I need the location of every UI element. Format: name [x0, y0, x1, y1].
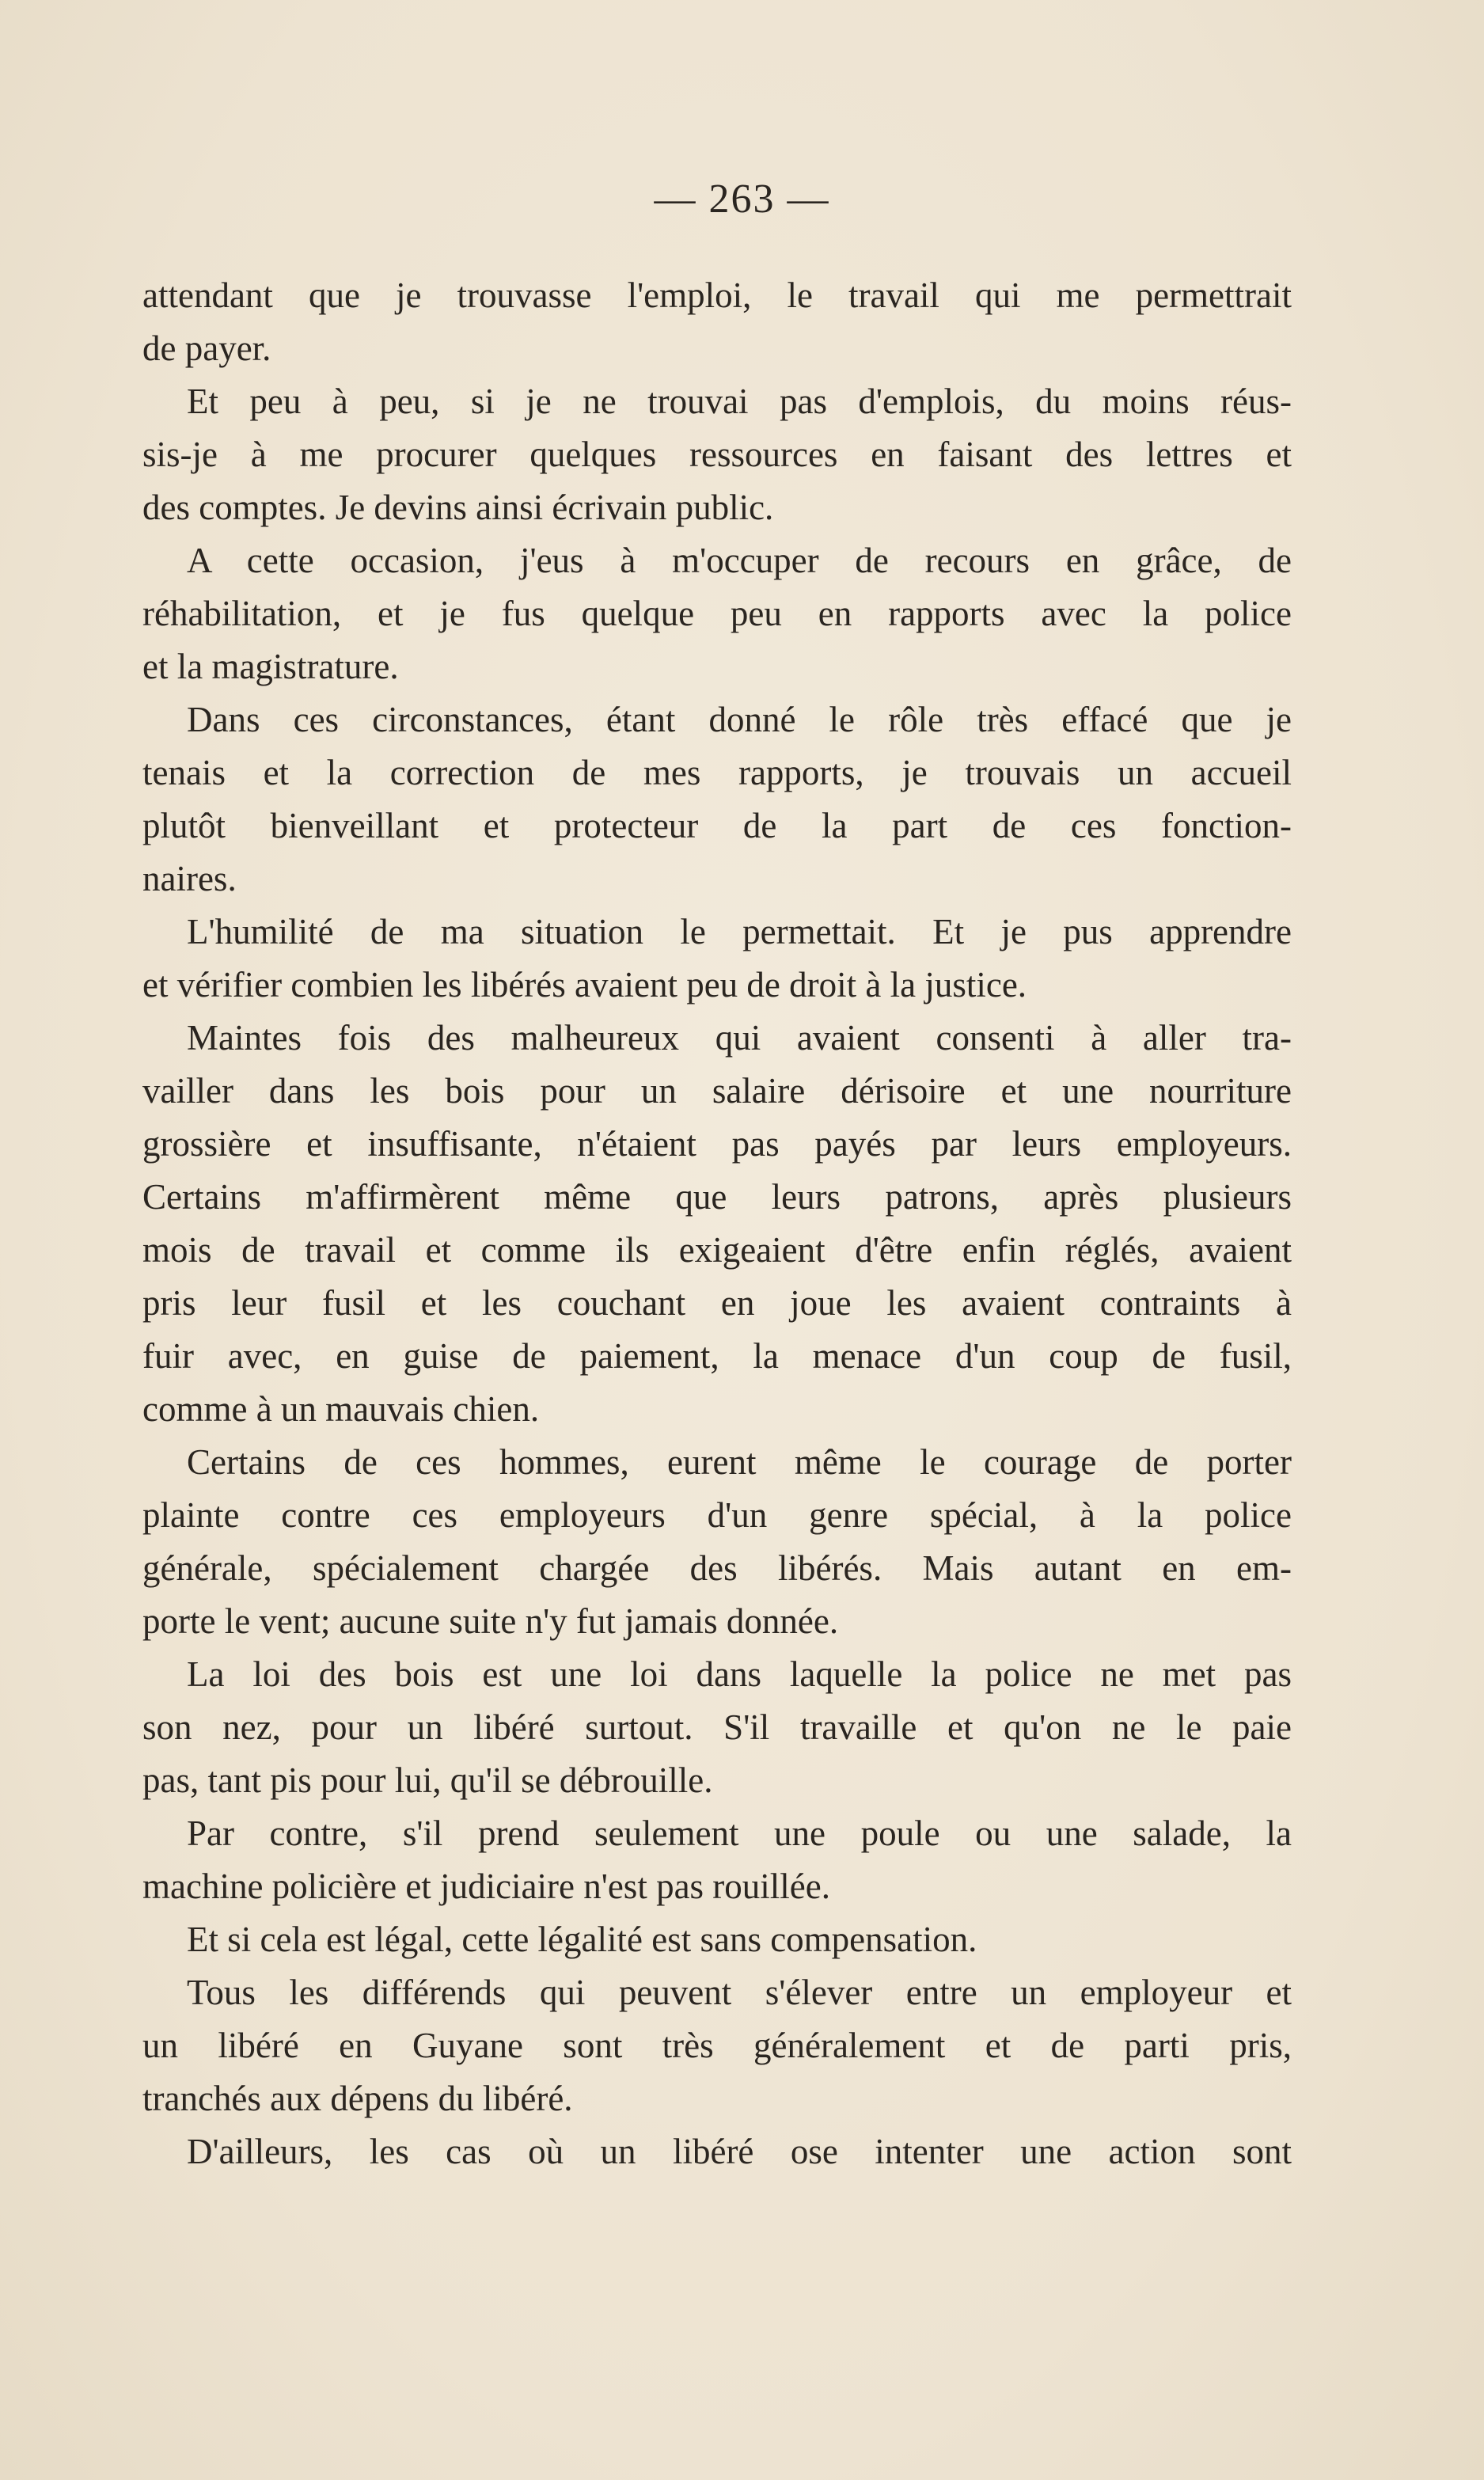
text-line: Tous les différends qui peuvent s'élever entre un employeur et	[187, 1973, 1292, 2012]
text-line: sis-je à me procurer quelques ressources en faisant des lettres et	[142, 435, 1292, 474]
paragraph	[142, 906, 1292, 1012]
text-line: Dans ces circonstances, étant donné le rôle très effacé que je	[187, 700, 1292, 739]
text-line: et la magistrature.	[142, 647, 399, 686]
text-line: grossière et insuffisante, n'étaient pas payés par leurs employeurs.	[142, 1124, 1292, 1164]
text-line: fuir avec, en guise de paiement, la menace d'un coup de fusil,	[142, 1336, 1292, 1376]
text-line: attendant que je trouvasse l'emploi, le travail qui me permettrait	[142, 275, 1292, 315]
paragraph	[142, 693, 1292, 906]
text-line: Et peu à peu, si je ne trouvai pas d'emplois, du moins réus-	[187, 382, 1292, 421]
text-line: Certains de ces hommes, eurent même le courage de porter	[187, 1442, 1292, 1482]
text-line: La loi des bois est une loi dans laquelle la police ne met pas	[187, 1654, 1292, 1694]
text-line: Maintes fois des malheureux qui avaient consenti à aller tra-	[187, 1018, 1292, 1058]
text-line: mois de travail et comme ils exigeaient d'être enfin réglés, avaient	[142, 1230, 1292, 1270]
text-line: L'humilité de ma situation le permettait. Et je pus apprendre	[187, 912, 1292, 951]
paragraph	[142, 1012, 1292, 1436]
text-line: comme à un mauvais chien.	[142, 1389, 540, 1429]
text-line: vailler dans les bois pour un salaire dérisoire et une nourriture	[142, 1071, 1292, 1111]
text-line: pas, tant pis pour lui, qu'il se débrouille.	[142, 1760, 713, 1800]
text-line: des comptes. Je devins ainsi écrivain public.	[142, 488, 774, 527]
paragraph	[142, 1436, 1292, 1648]
paragraph	[142, 1913, 1292, 1966]
text-line: et vérifier combien les libérés avaient peu de droit à la justice.	[142, 965, 1027, 1005]
text-line: porte le vent; aucune suite n'y fut jamais donnée.	[142, 1601, 839, 1641]
page-number: — 263 —	[654, 177, 830, 222]
text-line: Et si cela est légal, cette légalité est sans compensation.	[187, 1920, 977, 1959]
text-line: A cette occasion, j'eus à m'occuper de recours en grâce, de	[187, 541, 1292, 580]
paragraph	[142, 1807, 1292, 1913]
text-line: tenais et la correction de mes rapports, je trouvais un accueil	[142, 753, 1292, 792]
text-line: Par contre, s'il prend seulement une poule ou une salade, la	[187, 1813, 1292, 1853]
text-line: machine policière et judiciaire n'est pas rouillée.	[142, 1867, 830, 1906]
paragraph	[142, 534, 1292, 693]
paragraph	[142, 269, 1292, 375]
paragraph	[142, 1966, 1292, 2125]
text-line: D'ailleurs, les cas où un libéré ose intenter une action sont	[187, 2132, 1292, 2171]
text-line: plutôt bienveillant et protecteur de la part de ces fonction-	[142, 806, 1292, 845]
text-line: son nez, pour un libéré surtout. S'il travaille et qu'on ne le paie	[142, 1707, 1292, 1747]
paragraph	[142, 375, 1292, 534]
text-line: un libéré en Guyane sont très généralement et de parti pris,	[142, 2026, 1292, 2065]
text-line: naires.	[142, 859, 237, 898]
body-text	[142, 269, 1292, 2178]
text-line: Certains m'affirmèrent même que leurs patrons, après plusieurs	[142, 1177, 1292, 1217]
paragraph	[142, 2125, 1292, 2178]
paragraph	[142, 1648, 1292, 1807]
text-line: tranchés aux dépens du libéré.	[142, 2079, 573, 2118]
text-line: plainte contre ces employeurs d'un genre spécial, à la police	[142, 1495, 1292, 1535]
text-line: générale, spécialement chargée des libérés. Mais autant en em-	[142, 1548, 1292, 1588]
text-line: de payer.	[142, 329, 271, 368]
text-line: pris leur fusil et les couchant en joue les avaient contraints à	[142, 1283, 1292, 1323]
text-line: réhabilitation, et je fus quelque peu en rapports avec la police	[142, 594, 1292, 633]
